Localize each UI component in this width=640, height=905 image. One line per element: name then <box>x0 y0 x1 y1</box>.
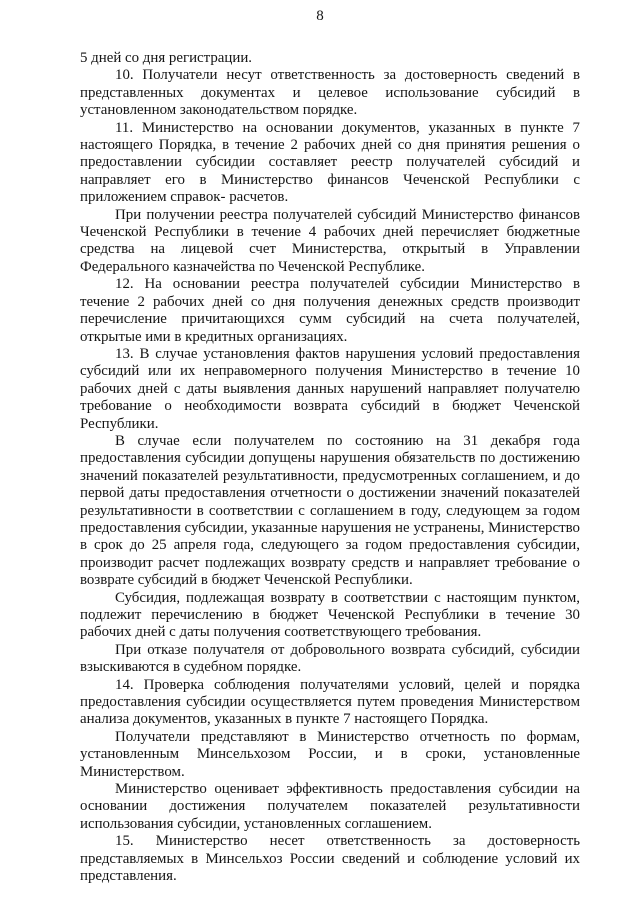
paragraph-15: 15. Министерство несет ответственность за достоверность представляемых в Минсельхоз России сведений и соблюдение условий их представления. <box>80 833 580 885</box>
paragraph-13-refusal: При отказе получателя от добровольного возврата субсидий, субсидии взыскиваются в судебном порядке. <box>80 641 580 676</box>
paragraph-registration-term: 5 дней со дня регистрации. <box>80 50 253 66</box>
paragraph-13-return: Субсидия, подлежащая возврату в соответствии с настоящим пунктом, подлежит перечислению в бюджет Чеченской Республики в течение 30 рабочих дней с даты получения соответствующего требования. <box>80 589 580 641</box>
paragraph-14: 14. Проверка соблюдения получателями условий, целей и порядка предоставления субсидии осуществляется путем проведения Министерством анализа документов, указанных в пункте 7 настоящего Порядка. <box>80 676 580 728</box>
page-number: 8 <box>316 8 324 24</box>
paragraph-11-registry: При получении реестра получателей субсидий Министерство финансов Чеченской Республики в течение 4 рабочих дней перечисляет бюджетные средства на лицевой счет Министерства, открытый в Управлении Федерального казначейства по Чеченской Республике. <box>80 206 580 275</box>
paragraph-14-reporting: Получатели представляют в Министерство отчетность по формам, установленным Минсельхозом России, и в сроки, установленные Министерством. <box>80 728 580 780</box>
paragraph-13: 13. В случае установления фактов нарушения условий предоставления субсидий или их неправомерного получения Министерство в течение 10 рабочих дней с даты выявления данных нарушений направляет получателю требование о необходимости возврата субсидий в бюджет Чеченской Республики. <box>80 345 580 432</box>
paragraph-14-efficiency: Министерство оценивает эффективность предоставления субсидии на основании достижения получателем показателей результативности использования субсидии, установленных соглашением. <box>80 781 580 832</box>
paragraph-11: 11. Министерство на основании документов, указанных в пункте 7 настоящего Порядка, в течение 2 рабочих дней со дня принятия решения о предоставлении субсидии составляет реестр получателей субсидий и направляет его в Министерство финансов Чеченской Республики с приложением справок- расчетов. <box>80 119 580 206</box>
paragraph-12: 12. На основании реестра получателей субсидии Министерство в течение 2 рабочих дней со дня получения денежных средств производит перечисление причитающихся сумм субсидий на счета получателей, открытые ими в кредитных организациях. <box>80 276 580 345</box>
paragraph-13-december: В случае если получателем по состоянию на 31 декабря года предоставления субсидии допущены нарушения обязательств по достижению значений показателей результативности, предусмотренных соглашением, и до первой даты предоставления отчетности о достижении значений показателей результативности в соответствии с соглашением в году, следующем за годом предоставления субсидии, указанные нарушения не устранены, Министерство в срок до 25 апреля года, следующего за годом предоставления субсидии, производит расчет подлежащих возврату средств и направляет требование о возврате субсидий в бюджет Чеченской Республики. <box>80 432 580 589</box>
document-body <box>80 50 580 886</box>
paragraph-10: 10. Получатели несут ответственность за достоверность сведений в представленных документах и целевое использование субсидий в установленном законодательством порядке. <box>80 67 580 119</box>
